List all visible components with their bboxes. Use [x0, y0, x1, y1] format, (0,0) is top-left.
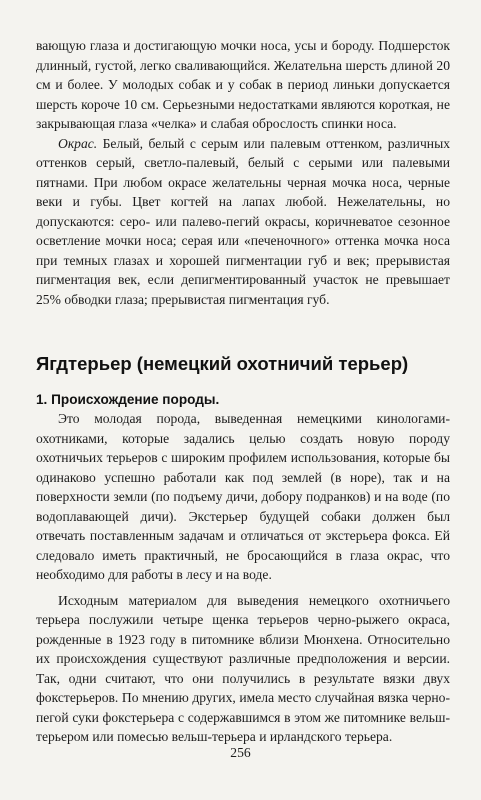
origin-paragraph: Это молодая порода, выведенная немецкими кинологами-охотниками, которые задались целью создать новую породу охотничьих терьеров с широким профилем использования, которые бы одинаково успешно работали как под землей (в норе), так и на поверхности земли (по подъему дичи, добору подранков) и на воде (по водоплавающей дичи). Экстерьер будущей собаки должен был отвечать поставленным задачам и отличаться от экстерьера фокса. Ей следовало иметь практичный, не бросающийся в глаза окрас, что необходимо для работы в лесу и на воде. — [36, 411, 450, 582]
color-text: Белый, белый с серым или палевым оттенком, различных оттенков серый, светло-палевый, белый с серыми или палевыми пятнами. При любом окрасе желательны черная мочка носа, черные веки и губы. Цвет когтей на лапах любой. Нежелательны, но допускаются: серо- или палево-пегий окрасы, коричневатое сезонное осветление мочки носа; серая или «печеночного» оттенка мочка носа при темных глазах и хорошей пигментации губ и век; прерывистая пигментация век, если депигментированный участок не превышает 25% обводки глаза; прерывистая пигментация губ. — [36, 135, 450, 307]
subsection-title: 1. Происхождение породы. — [36, 392, 220, 407]
section-title: Ягдтерьер (немецкий охотничий терьер) — [36, 353, 409, 374]
breed-text-top — [36, 36, 450, 309]
page-number: 256 — [230, 745, 251, 760]
coat-paragraph: вающую глаза и достигающую мочки носа, усы и бороду. Подшерсток длинный, густой, легко сваливающийся. Желательна шерсть длиной 20 см и более. У молодых собак и у собак в период линьки допускается шерсть короче 10 см. Серьезными недостатками являются короткая, не закрывающая глаза «челка» и слабая оброслость спинки носа. — [36, 38, 450, 131]
origin-paragraph: Исходным материалом для выведения немецкого охотничьего терьера послужили четыре щенка терьеров черно-рыжего окраса, рожденные в 1923 году в питомнике вблизи Мюнхена. Относительно их происхождения существуют различные предположения и версии. Так, одни считают, что они получились в результате вязки двух фокстерьеров. По мнению других, имела место случайная вязка черно-пегой суки фокстерьера с содержавшимся в этом же питомнике вельш-терьером или помесью вельш-терьера и ирландского терьера. — [36, 592, 450, 744]
color-paragraph — [36, 134, 450, 310]
color-runin: Окрас. — [58, 135, 98, 151]
origin-text — [36, 409, 450, 747]
